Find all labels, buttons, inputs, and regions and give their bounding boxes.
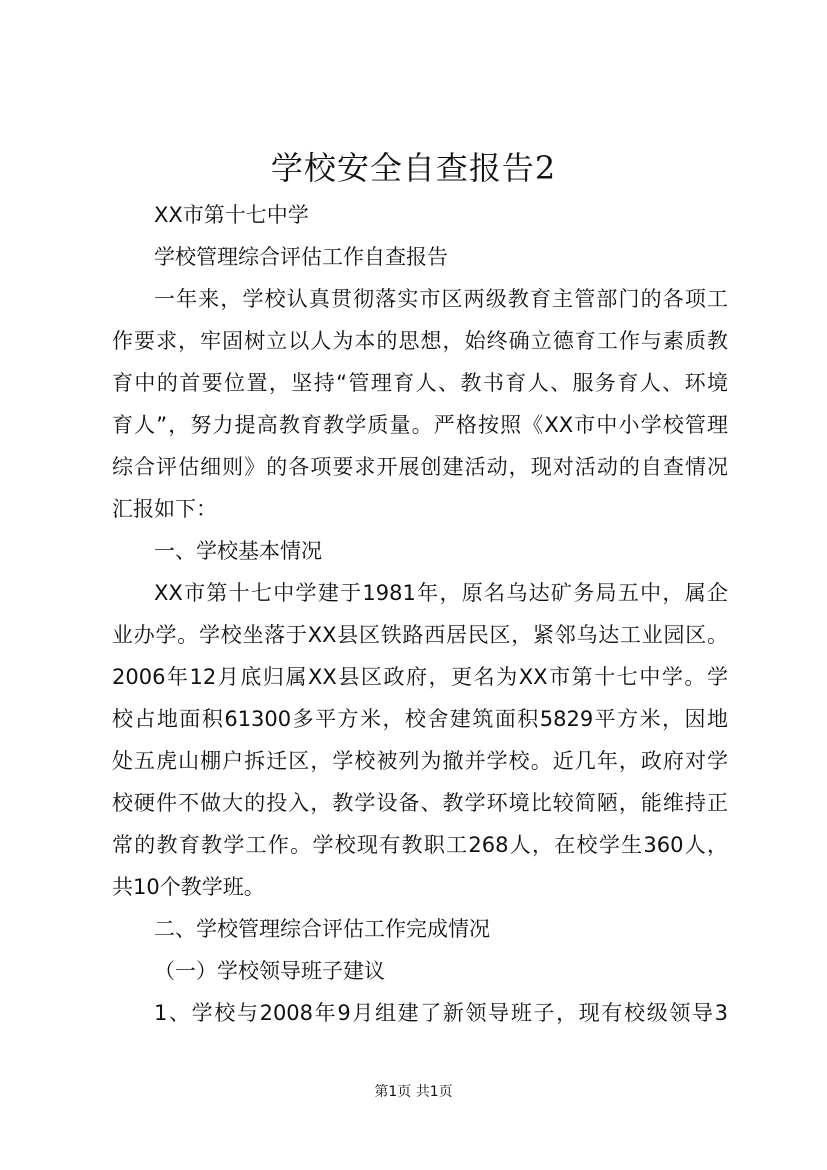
section-line: 2006年12月底归属XX县区政府，更名为XX市第十七中学。学 xyxy=(112,665,728,689)
document-body xyxy=(112,194,728,1034)
section-heading: 一、学校基本情况 xyxy=(154,539,322,563)
intro-line: 综合评估细则》的各项要求开展创建活动，现对活动的自查情况 xyxy=(112,455,728,479)
section-line: 校占地面积61300多平方米，校舍建筑面积5829平方米，因地 xyxy=(112,707,728,731)
school-name: XX市第十七中学 xyxy=(154,203,309,227)
report-subtitle: 学校管理综合评估工作自查报告 xyxy=(154,245,448,269)
intro-line: 育人”，努力提高教育教学质量。严格按照《XX市中小学校管理 xyxy=(112,413,728,437)
page-footer: 第1页 共1页 xyxy=(374,1084,453,1100)
intro-line: 一年来，学校认真贯彻落实市区两级教育主管部门的各项工 xyxy=(154,287,728,311)
subsection-line: 1、学校与2008年9月组建了新领导班子，现有校级领导3 xyxy=(154,1001,728,1025)
section-line: 校硬件不做大的投入，教学设备、教学环境比较简陋，能维持正 xyxy=(112,791,728,815)
section-line: 业办学。学校坐落于XX县区铁路西居民区，紧邻乌达工业园区。 xyxy=(112,623,728,647)
intro-line: 汇报如下： xyxy=(112,497,217,521)
subsection-heading: （一）学校领导班子建议 xyxy=(154,959,385,983)
section-line: 共10个教学班。 xyxy=(112,875,265,899)
intro-line: 作要求，牢固树立以人为本的思想，始终确立德育工作与素质教 xyxy=(112,329,728,353)
section-heading: 二、学校管理综合评估工作完成情况 xyxy=(154,917,490,941)
section-line: 常的教育教学工作。学校现有教职工268人，在校学生360人， xyxy=(112,833,728,857)
intro-line: 育中的首要位置，坚持“管理育人、教书育人、服务育人、环境 xyxy=(112,371,728,395)
document-title: 学校安全自查报告2 xyxy=(270,149,557,187)
section-line: 处五虎山棚户拆迁区，学校被列为撤并学校。近几年，政府对学 xyxy=(112,749,728,773)
section-line: XX市第十七中学建于1981年，原名乌达矿务局五中，属企 xyxy=(154,581,728,605)
